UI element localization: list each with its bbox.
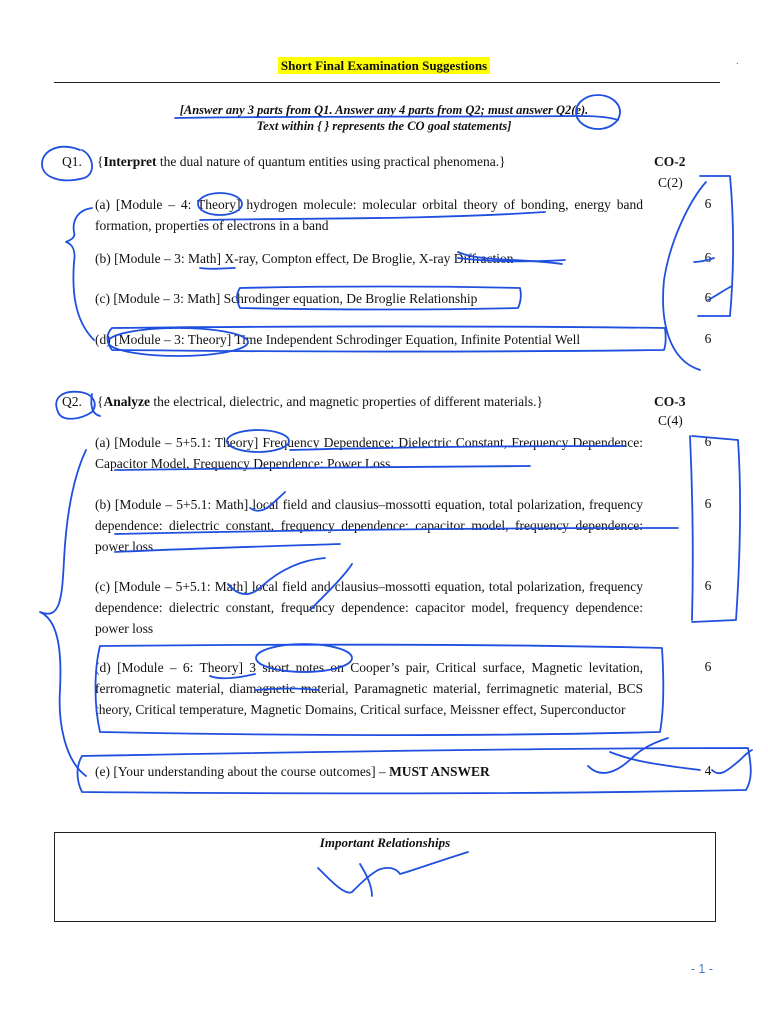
q2-goal-text: the electrical, dielectric, and magnetic properties of different materials.} <box>149 394 544 409</box>
part-label: (c) <box>95 291 110 306</box>
question-number-q1: Q1. <box>62 154 82 169</box>
q2-part-c <box>95 576 643 639</box>
q2-part-a <box>95 432 643 474</box>
q2-part-b-marks: 6 <box>704 496 712 511</box>
page-number: - 1 - <box>690 962 713 976</box>
part-label: (b) <box>95 497 111 512</box>
part-text: [Module – 5+5.1: Theory] Frequency Dependence: Dielectric Constant, Frequency Dependence: Capacitor Model, Frequency Dependence: Power Loss <box>95 435 644 471</box>
part-text: [Module – 3: Math] Schrodinger equation, De Broglie Relationship <box>113 291 478 306</box>
q1-part-c <box>95 288 643 309</box>
part-text: [Module – 4: Theory] hydrogen molecule: molecular orbital theory of bonding, energy band formation, properties of electrons in a band <box>95 197 643 233</box>
q2e-tick-2 <box>712 750 752 773</box>
q1-brace <box>66 208 94 340</box>
question-number-q2: Q2. <box>62 394 82 409</box>
part-label: (a) <box>95 435 110 450</box>
relationships-title: Important Relationships <box>319 835 451 850</box>
q1-part-c-marks: 6 <box>704 290 712 305</box>
q2-part-d-marks: 6 <box>704 659 712 674</box>
part-label: (c) <box>95 579 110 594</box>
part-label: (d) <box>95 660 111 675</box>
q2-part-e <box>95 761 643 782</box>
q2-part-d <box>95 657 643 720</box>
q2-level-label: C(4) <box>658 413 683 428</box>
part-text: [Module – 5+5.1: Math] local field and clausius–mossotti equation, total polarization, frequency dependence: dielectric constant, frequency dependence: capacitor model, frequency dependence: power loss <box>95 579 643 636</box>
q2-marks-bracket <box>690 436 693 620</box>
part-text: [Module – 3: Math] X-ray, Compton effect, De Broglie, X-ray Diffraction <box>114 251 514 266</box>
part-label: (e) <box>95 764 110 779</box>
title-highlight: Short Final Examination Suggestions <box>278 57 490 74</box>
part-label: (a) <box>95 197 110 212</box>
q2-co-label: CO-3 <box>654 394 686 409</box>
must-answer-label: MUST ANSWER <box>389 764 490 779</box>
q1-goal-statement: {Interpret the dual nature of quantum entities using practical phenomena.} <box>97 154 506 169</box>
part-label: (d) <box>95 332 111 347</box>
q2-brace <box>40 450 86 776</box>
part-text: [Your understanding about the course outcomes] – <box>113 764 390 779</box>
q2-goal-statement: {Analyze the electrical, dielectric, and magnetic properties of different materials.} <box>97 394 544 409</box>
q1-part-b-marks: 6 <box>704 250 712 265</box>
part-text: [Module – 3: Theory] Time Independent Schrodinger Equation, Infinite Potential Well <box>114 332 581 347</box>
q2-part-a-marks: 6 <box>704 434 712 449</box>
part-text: [Module – 5+5.1: Math] local field and clausius–mossotti equation, total polarization, frequency dependence: dielectric constant, frequency dependence: capacitor model, frequency dependence: power loss <box>95 497 643 554</box>
q2-goal-verb: Analyze <box>103 394 150 409</box>
q1-goal-text: the dual nature of quantum entities using practical phenomena.} <box>156 154 506 169</box>
q2-part-e-marks: 4 <box>704 763 712 778</box>
q1-part-b <box>95 248 643 269</box>
q1-part-a <box>95 194 643 236</box>
q2-part-b <box>95 494 643 557</box>
stray-dot: . <box>736 56 739 67</box>
q2-marks-bracket-right <box>692 436 740 622</box>
q1-part-d-marks: 6 <box>704 331 712 346</box>
q2-part-c-marks: 6 <box>704 578 712 593</box>
instruction-line-2: Text within { } represents the CO goal statements] <box>256 119 512 133</box>
q1-goal-verb: Interpret <box>103 154 157 169</box>
part-text: [Module – 6: Theory] 3 short notes on Cooper’s pair, Critical surface, Magnetic levitation, ferromagnetic material, diamagnetic material, Paramagnetic material, ferrimagnetic material, BCS theory, Critical temperature, Magnetic Domains, Critical surface, Meissner effect, Superconductor <box>95 660 643 717</box>
q1-part-d <box>95 329 643 350</box>
q1-level-label: C(2) <box>658 175 683 190</box>
q1-co-label: CO-2 <box>654 154 686 169</box>
part-label: (b) <box>95 251 111 266</box>
title-rule <box>54 82 720 83</box>
q1-part-a-marks: 6 <box>704 196 712 211</box>
page-title <box>0 58 768 74</box>
instruction-line-1: [Answer any 3 parts from Q1. Answer any 4 parts from Q2; must answer Q2(e). <box>179 103 589 117</box>
